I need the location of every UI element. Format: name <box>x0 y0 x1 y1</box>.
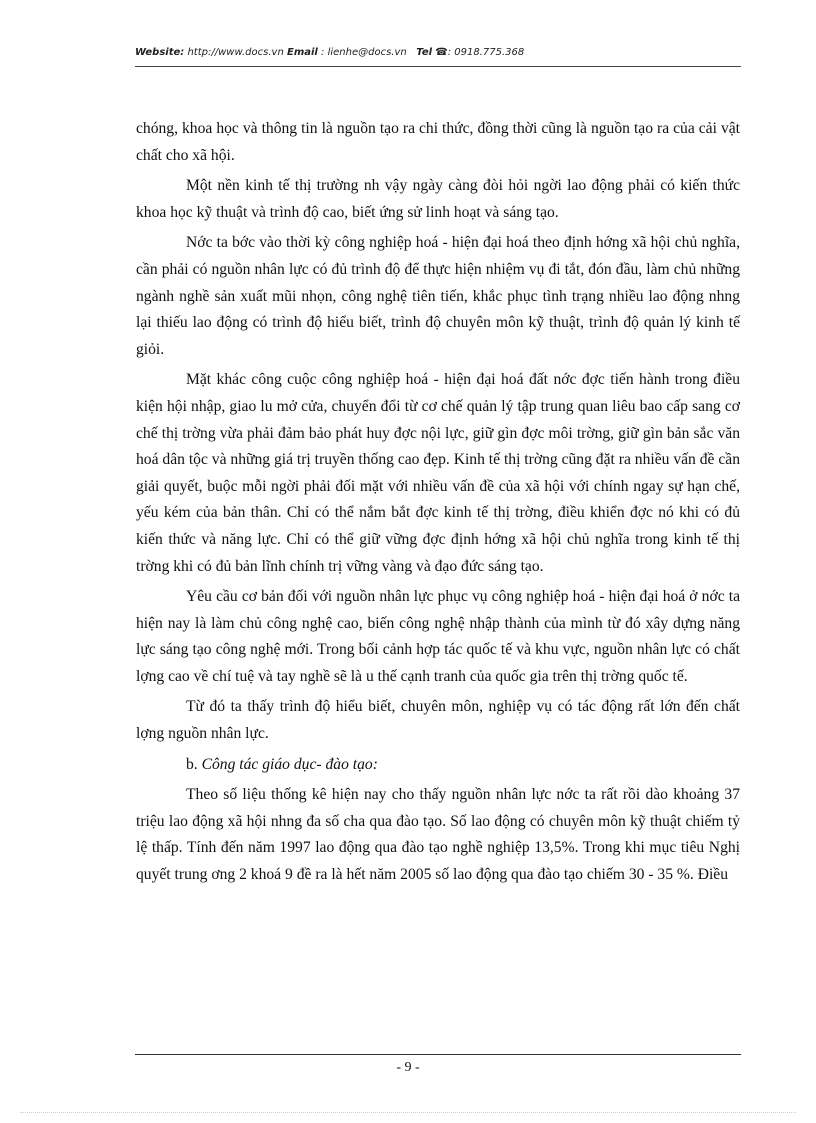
page-bottom-border <box>20 1112 796 1113</box>
paragraph: Nớc ta bớc vào thời kỳ công nghiệp hoá - hiện đại hoá theo định hớng xã hội chủ nghĩa, cần phải có nguồn nhân lực có đủ trình độ để thực hiện nhiệm vụ đi tắt, đón đầu, làm chủ những ngành nghề sản xuất mũi nhọn, công nghệ tiên tiến, khắc phục tình trạng nhiều lao động nhng lại thiếu lao động có trình độ hiểu biết, trình độ chuyên môn kỹ thuật, trình độ quản lý kinh tế giỏi. <box>136 234 740 358</box>
paragraph: Một nền kinh tế thị trường nh vậy ngày càng đòi hỏi ngời lao động phải có kiến thức khoa học kỹ thuật và trình độ cao, biết ứng sử linh hoạt và sáng tạo. <box>136 177 740 221</box>
page-number: - 9 - <box>396 1060 420 1075</box>
header-divider <box>135 66 741 67</box>
page-header <box>135 47 741 58</box>
subsection-marker: b. <box>186 755 198 773</box>
paragraph-continuation: chóng, khoa học và thông tin là nguồn tạo ra chi thức, đồng thời cũng là nguồn tạo ra của cải vật chất cho xã hội. <box>136 120 740 164</box>
email-link[interactable]: : lienhe@docs.vn <box>321 47 407 58</box>
footer-divider <box>135 1054 741 1055</box>
email-label: Email <box>286 47 318 58</box>
website-link[interactable]: http://www.docs.vn <box>187 47 284 58</box>
tel-value: : 0918.775.368 <box>447 47 525 58</box>
paragraph: Theo số liệu thống kê hiện nay cho thấy nguồn nhân lực nớc ta rất rồi dào khoảng 37 triệu lao động xã hội nhng đa số cha qua đào tạo. Số lao động có chuyên môn kỹ thuật chiếm tỷ lệ thấp. Tính đến năm 1997 lao động qua đào tạo nghề nghiệp 13,5%. Trong khi mục tiêu Nghị quyết trung ơng 2 khoá 9 đề ra là hết năm 2005 số lao động qua đào tạo chiếm 30 - 35 %. Điều <box>136 786 740 884</box>
paragraph: Từ đó ta thấy trình độ hiểu biết, chuyên môn, nghiệp vụ có tác động rất lớn đến chất lợng nguồn nhân lực. <box>136 698 740 743</box>
document-body <box>136 116 740 893</box>
phone-icon: ☎ <box>435 47 448 58</box>
subsection-heading <box>136 752 740 779</box>
paragraph: Yêu cầu cơ bản đối với nguồn nhân lực phục vụ công nghiệp hoá - hiện đại hoá ở nớc ta hiện nay là làm chủ công nghệ cao, biến công nghệ nhập thành của mình từ đó xây dựng năng lực sáng tạo công nghệ mới. Trong bối cảnh hợp tác quốc tế và khu vực, nguồn nhân lực có chất lợng cao về chí tuệ và tay nghề sẽ là u thế cạnh tranh của quốc gia trên thị trờng quốc tế. <box>136 588 740 685</box>
subsection-title: Công tác giáo dục- đào tạo: <box>201 755 378 773</box>
paragraph: Mặt khác công cuộc công nghiệp hoá - hiện đại hoá đất nớc đợc tiến hành trong điều kiện hội nhập, giao lu mở cửa, chuyển đổi từ cơ chế quản lý tập trung quan liêu bao cấp sang cơ chế thị trờng vừa phải đảm bảo phát huy đợc nội lực, giữ gìn đợc môi trờng, giữ gìn bản sắc văn hoá dân tộc và những giá trị truyền thống cao đẹp. Kinh tế thị trờng cũng đặt ra nhiều vấn đề cần giải quyết, buộc mỗi ngời phải đối mặt với nhiều vấn đề của xã hội với chính ngay sự hạn chế, yếu kém của bản thân. Chỉ có thể nắm bắt đợc kinh tế thị trờng, điều khiển đợc nó khi có đủ kiến thức và năng lực. Chỉ có thể giữ vững đợc định hớng xã hội chủ nghĩa trong kinh tế thị trờng khi có đủ bản lĩnh chính trị vững vàng và đạo đức sáng tạo. <box>136 371 740 575</box>
tel-label: Tel <box>416 47 433 58</box>
website-label: Website: <box>135 47 185 58</box>
